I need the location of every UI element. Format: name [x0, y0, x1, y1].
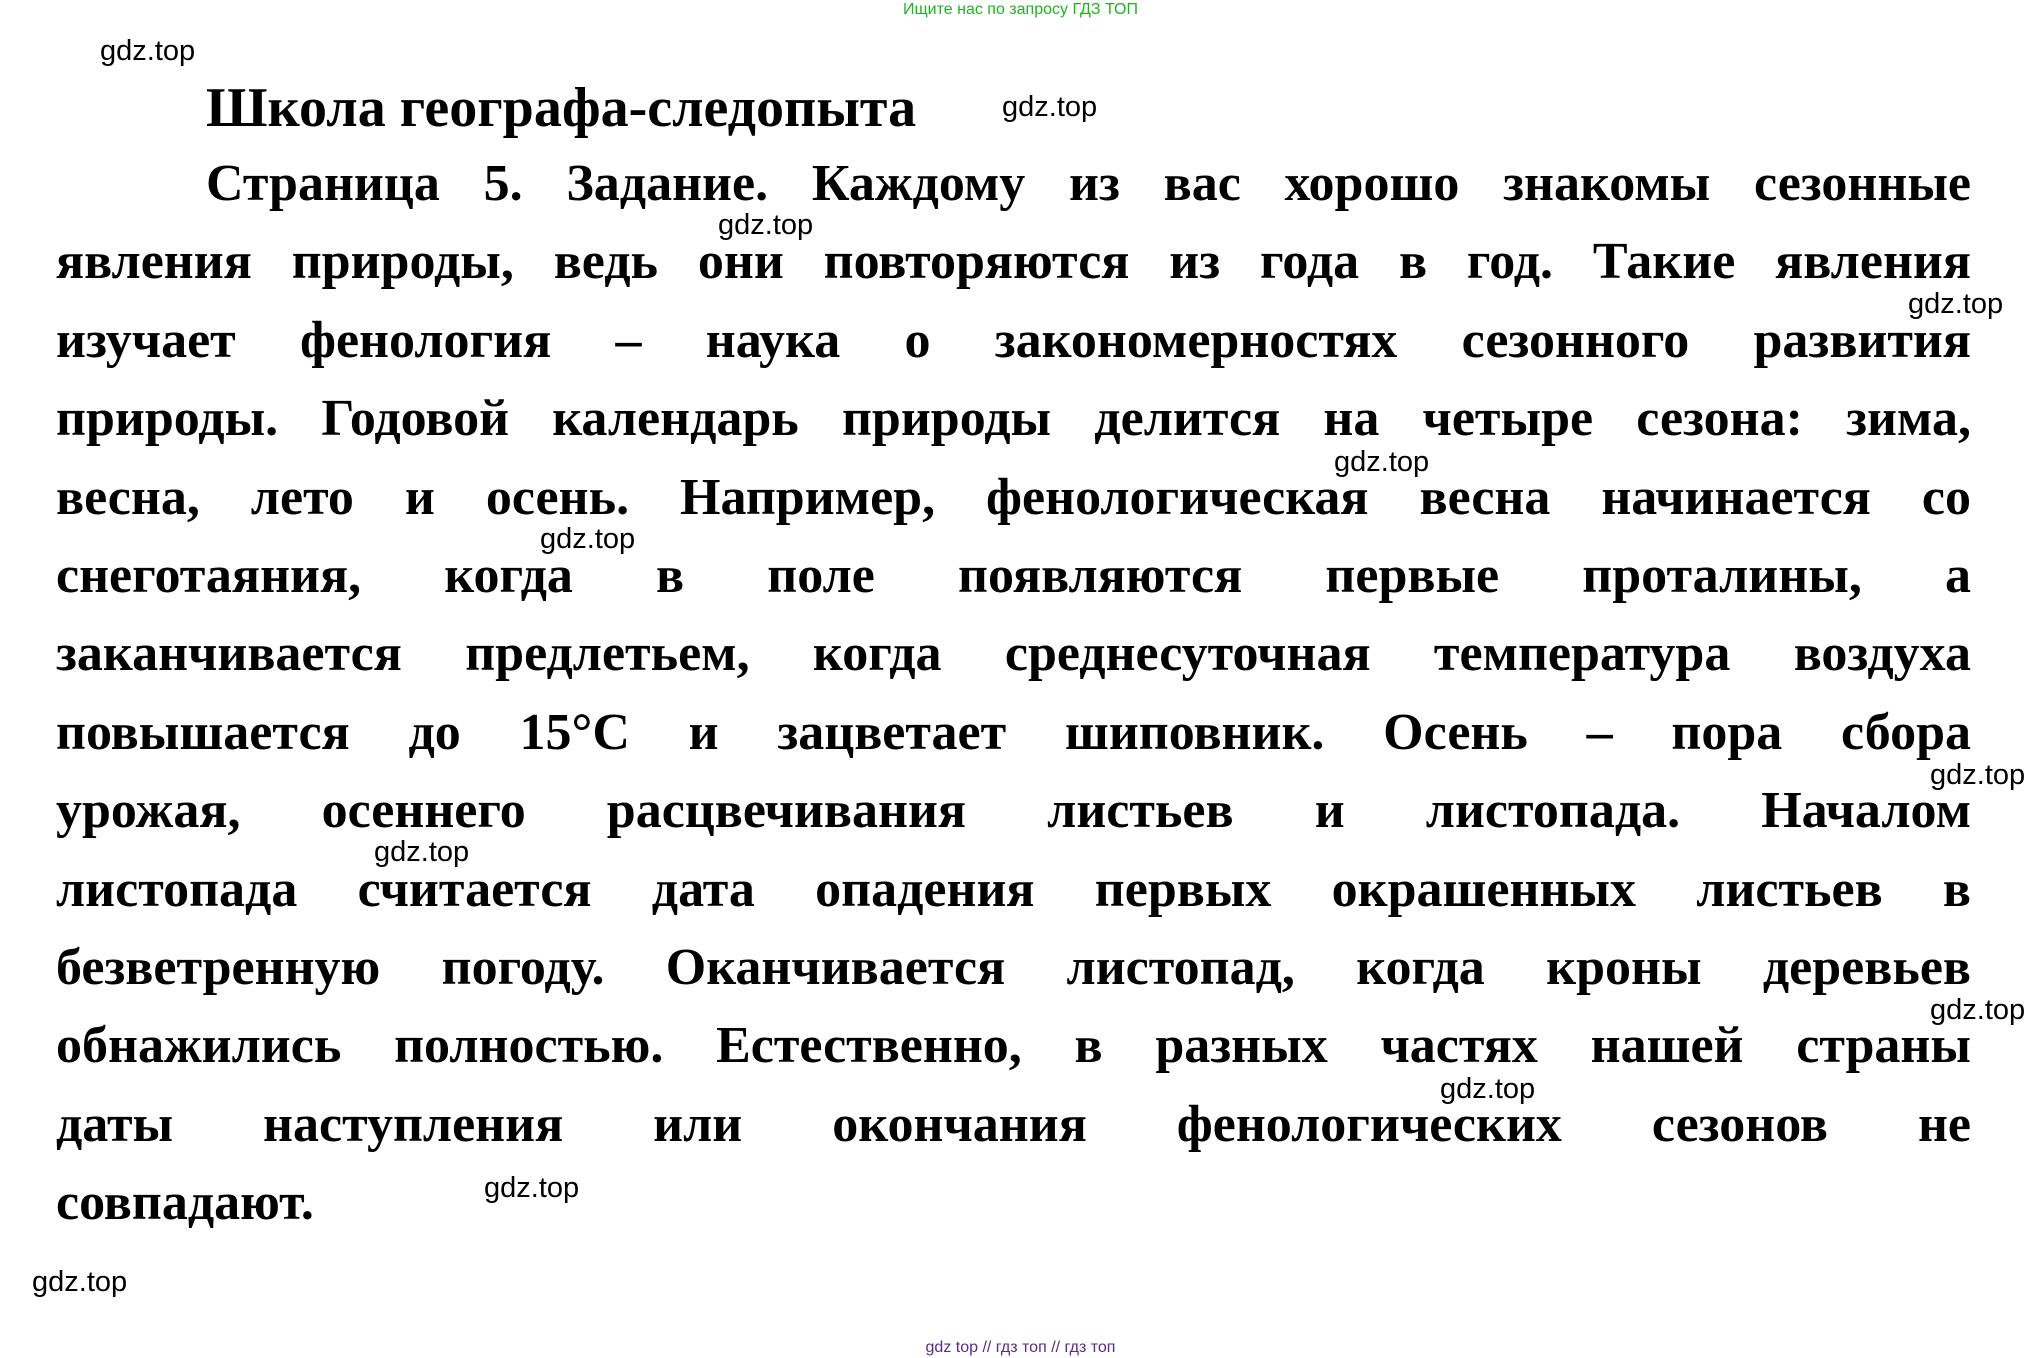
- text-line: повышается до 15°С и зацветает шиповник. Осень – пора сбора: [56, 703, 1971, 761]
- text-line: урожая, осеннего расцвечивания листьев и листопада. Началом: [56, 782, 1971, 840]
- text-line: снеготаяния, когда в поле появляются первые проталины, а: [56, 546, 1971, 604]
- text-line: безветренную погоду. Оканчивается листопад, когда кроны деревьев: [56, 938, 1971, 996]
- watermark: gdz.top: [1334, 446, 1430, 478]
- search-hint-banner: Ищите нас по запросу ГДЗ ТОП: [903, 1, 1138, 18]
- text-line: листопада считается дата опадения первых окрашенных листьев в: [56, 860, 1971, 918]
- watermark: gdz.top: [32, 1266, 128, 1298]
- watermark: gdz.top: [718, 209, 814, 241]
- watermark: gdz.top: [100, 35, 196, 67]
- watermark: gdz.top: [1002, 91, 1098, 123]
- watermark: gdz.top: [1930, 759, 2026, 791]
- watermark: gdz.top: [1908, 288, 2004, 320]
- task-text: [56, 145, 1971, 1242]
- watermark: gdz.top: [1440, 1073, 1536, 1105]
- watermark: gdz.top: [1930, 994, 2026, 1026]
- watermark: gdz.top: [374, 836, 470, 868]
- footer-links[interactable]: gdz top // гдз топ // гдз топ: [925, 1339, 1116, 1356]
- text-line: обнажились полностью. Естественно, в разных частях нашей страны: [56, 1017, 1971, 1075]
- watermark: gdz.top: [484, 1172, 580, 1204]
- text-line: совпадают.: [56, 1174, 314, 1232]
- text-line: изучает фенология – наука о закономерностях сезонного развития: [56, 311, 1971, 369]
- text-line: природы. Годовой календарь природы делится на четыре сезона: зима,: [56, 390, 1971, 448]
- text-line: весна, лето и осень. Например, фенологическая весна начинается со: [56, 468, 1971, 526]
- page-heading: Школа географа-следопыта: [206, 77, 917, 139]
- text-line: заканчивается предлетьем, когда среднесуточная температура воздуха: [56, 625, 1971, 683]
- text-line: даты наступления или окончания фенологических сезонов не: [56, 1095, 1971, 1153]
- watermark: gdz.top: [540, 523, 636, 555]
- text-line: Страница 5. Задание. Каждому из вас хорошо знакомы сезонные: [206, 155, 1971, 212]
- text-line: явления природы, ведь они повторяются из года в год. Такие явления: [56, 233, 1971, 291]
